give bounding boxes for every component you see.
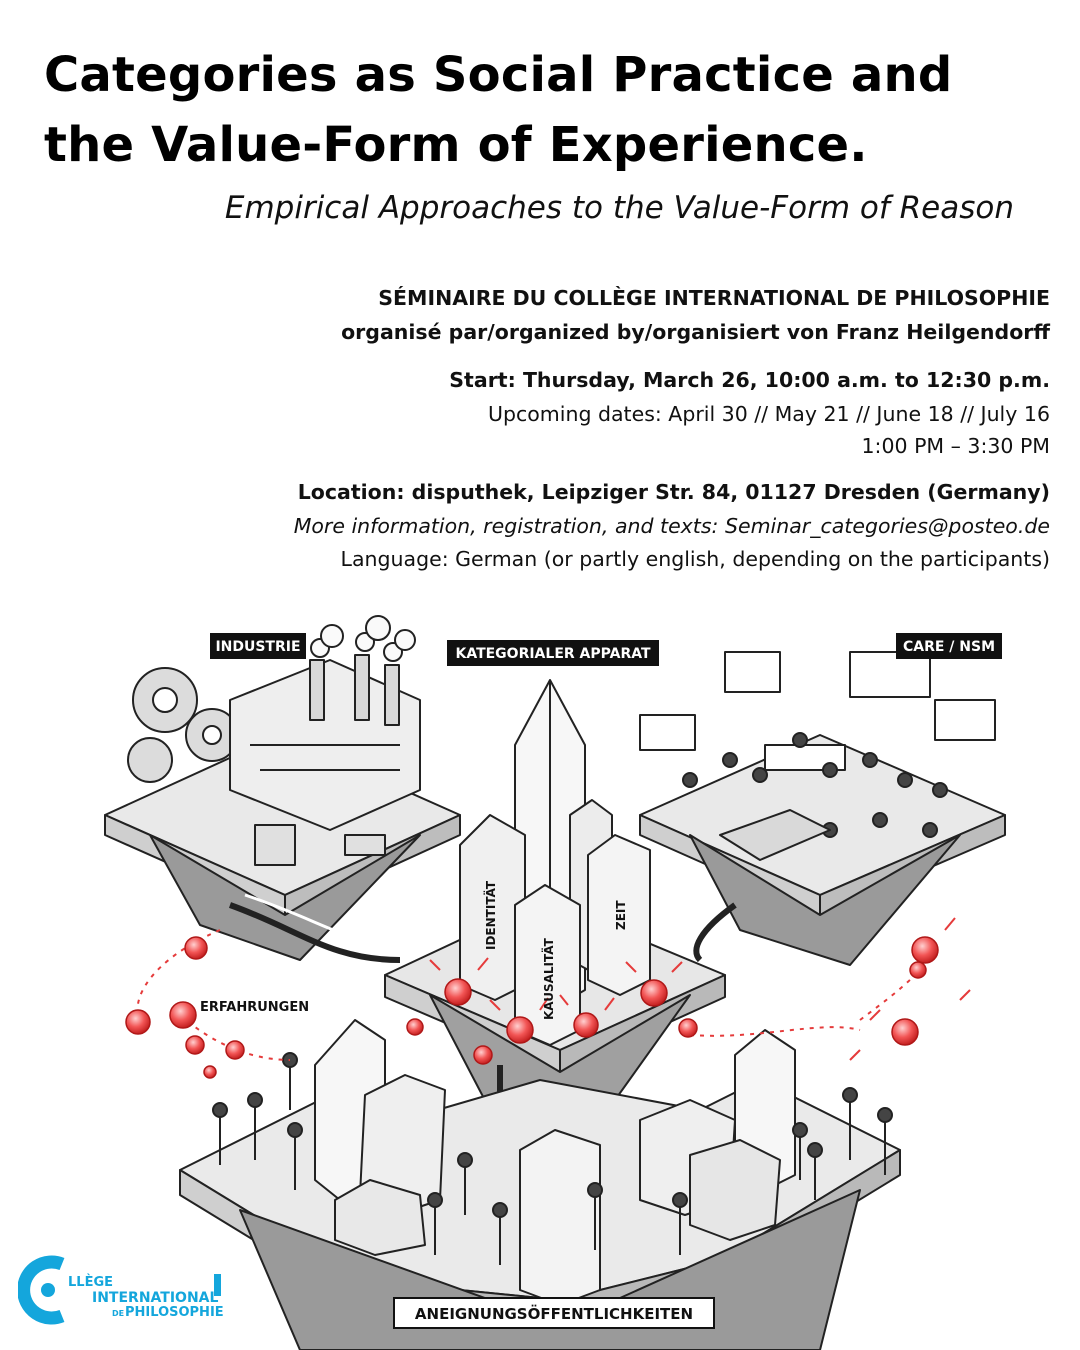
svg-text:CARE / NSM: CARE / NSM bbox=[902, 639, 996, 655]
location-line: Location: disputhek, Leipziger Str. 84, 01127 Dresden (Germany) bbox=[297, 480, 1050, 504]
label-care-nsm bbox=[896, 633, 1002, 659]
isometric-illustration bbox=[0, 600, 1080, 1350]
logo-text-2: INTERNATIONAL bbox=[92, 1290, 219, 1306]
label-erfahrungen bbox=[200, 1000, 309, 1015]
organizer-line: organisé par/organized by/organisiert von Franz Heilgendorff bbox=[341, 320, 1050, 344]
label-aneignungsoeffentlichkeiten bbox=[394, 1298, 714, 1328]
label-industrie bbox=[210, 633, 306, 659]
crystal-label-zeit: ZEIT bbox=[614, 900, 628, 930]
svg-text:KATEGORIALER APPARAT: KATEGORIALER APPARAT bbox=[455, 646, 651, 662]
language-line: Language: German (or partly english, depending on the participants) bbox=[340, 547, 1050, 571]
crystal-label-identitaet: IDENTITÄT bbox=[484, 880, 498, 950]
page-title bbox=[44, 40, 1044, 180]
title-line-1: Categories as Social Practice and bbox=[44, 47, 953, 103]
seminar-heading: SÉMINAIRE DU COLLÈGE INTERNATIONAL DE PHILOSOPHIE bbox=[378, 286, 1050, 310]
college-logo bbox=[18, 1250, 238, 1330]
svg-text:INDUSTRIE: INDUSTRIE bbox=[215, 639, 301, 655]
upcoming-dates: Upcoming dates: April 30 // May 21 // June 18 // July 16 bbox=[487, 402, 1050, 426]
start-date: Start: Thursday, March 26, 10:00 a.m. to 12:30 p.m. bbox=[449, 368, 1050, 392]
more-info-line: More information, registration, and texts: Seminar_categories@posteo.de bbox=[293, 514, 1050, 538]
title-line-2: the Value-Form of Experience. bbox=[44, 117, 868, 173]
session-times: 1:00 PM – 3:30 PM bbox=[861, 434, 1050, 458]
label-kategorialer-apparat bbox=[447, 640, 659, 666]
logo-text-1: LLÈGE bbox=[68, 1275, 113, 1290]
logo-text-3-small: DE bbox=[112, 1309, 125, 1318]
logo-text-3: PHILOSOPHIE bbox=[125, 1305, 224, 1320]
care-island bbox=[640, 652, 1005, 965]
svg-text:ERFAHRUNGEN: ERFAHRUNGEN bbox=[200, 1000, 310, 1015]
svg-text:ANEIGNUNGSÖFFENTLICHKEITEN: ANEIGNUNGSÖFFENTLICHKEITEN bbox=[414, 1305, 694, 1323]
subtitle: Empirical Approaches to the Value-Form of Reason bbox=[224, 190, 1014, 226]
crystal-label-kausalitaet: KAUSALITÄT bbox=[542, 938, 556, 1020]
